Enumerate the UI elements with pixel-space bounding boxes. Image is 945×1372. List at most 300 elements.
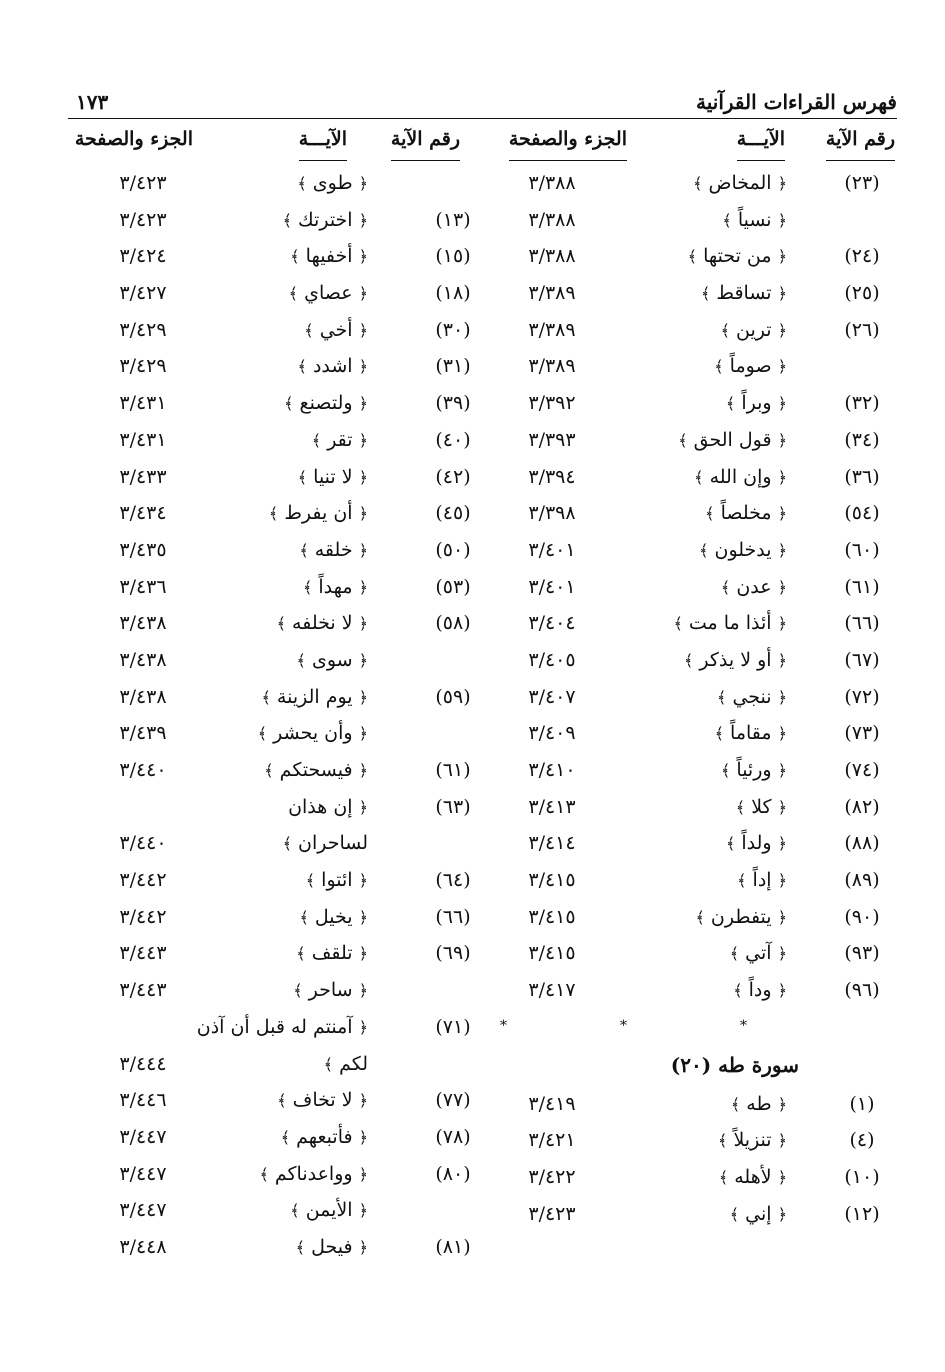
index-row xyxy=(457,241,897,278)
verse-text xyxy=(714,355,787,377)
verse-text xyxy=(726,832,787,854)
verse-text xyxy=(299,539,368,561)
volume-page-ref: ٣/٣٨٨ xyxy=(528,208,576,231)
index-row xyxy=(68,1159,488,1196)
index-row xyxy=(457,278,897,315)
volume-page-ref: ٣/٣٩٣ xyxy=(528,428,576,451)
volume-page-ref: ٣/٤٢٧ xyxy=(119,282,167,305)
verse-number: (٦٦) xyxy=(844,612,880,635)
ornament-close: ﴾ xyxy=(737,871,747,891)
verse-text xyxy=(258,722,368,744)
index-row xyxy=(68,1122,488,1159)
index-row xyxy=(68,315,488,352)
running-title: فهرس القراءات القرآنية xyxy=(696,90,897,114)
ornament-close: ﴾ xyxy=(288,284,299,304)
verse-word: تنزيلاً xyxy=(733,1129,772,1152)
verse-word: نسياً xyxy=(737,208,772,231)
volume-page-ref: ٣/٤٠٩ xyxy=(528,722,576,745)
index-row xyxy=(457,315,897,352)
ornament-open: ﴿ xyxy=(358,1164,368,1184)
index-row xyxy=(68,205,488,242)
verse-word: إني xyxy=(745,1202,772,1225)
volume-page-ref: ٣/٤٢٢ xyxy=(528,1165,576,1188)
verse-word: يتفطرن xyxy=(710,905,772,928)
ornament-open: ﴿ xyxy=(777,797,787,817)
ornament-open: ﴿ xyxy=(777,540,787,560)
volume-page-ref: ٣/٤١٤ xyxy=(528,832,576,855)
verse-text xyxy=(290,1199,368,1221)
volume-page-ref: ٣/٤٣١ xyxy=(119,392,167,415)
ornament-open: ﴿ xyxy=(358,540,368,560)
ornament-close: ﴾ xyxy=(701,284,711,304)
verse-text xyxy=(261,686,368,708)
ornament-close: ﴾ xyxy=(296,650,306,670)
ornament-open: ﴿ xyxy=(777,834,787,854)
volume-page-ref: ٣/٣٩٤ xyxy=(528,465,576,488)
verse-word: يوم الزينة xyxy=(276,685,353,708)
verse-text xyxy=(705,502,787,524)
index-row xyxy=(457,1089,897,1126)
verse-number: (٦١) xyxy=(844,575,880,598)
verse-text xyxy=(673,612,787,634)
verse-word: مقاماً xyxy=(730,722,772,745)
verse-word: ساحر xyxy=(308,979,353,1002)
verse-number: (٨١) xyxy=(435,1235,471,1258)
volume-page-ref: ٣/٤٣٨ xyxy=(119,648,167,671)
verse-text xyxy=(688,245,787,267)
index-row xyxy=(457,608,897,645)
ornament-open: ﴿ xyxy=(777,284,787,304)
verse-word: لكم xyxy=(339,1052,368,1075)
verse-word: ترين xyxy=(736,318,772,341)
verse-word: عصاي xyxy=(304,282,353,305)
ornament-open: ﴿ xyxy=(358,944,368,964)
verse-text xyxy=(299,906,368,928)
verse-number: (٩٦) xyxy=(844,979,880,1002)
ornament-close: ﴾ xyxy=(268,504,279,524)
index-row xyxy=(68,1049,488,1086)
ornament-close: ﴾ xyxy=(304,320,314,340)
verse-text xyxy=(297,649,368,671)
volume-page-ref: ٣/٣٩٨ xyxy=(528,502,576,525)
verse-text xyxy=(296,942,368,964)
ornament-open: ﴿ xyxy=(358,1127,368,1147)
volume-page-ref: ٣/٤٢٣ xyxy=(528,1202,576,1225)
ornament-open: ﴿ xyxy=(358,320,368,340)
volume-page-ref: ٣/٤٤٢ xyxy=(119,869,167,892)
verse-text xyxy=(701,282,787,304)
ornament-open: ﴿ xyxy=(358,761,368,780)
verse-number: (٣٤) xyxy=(844,428,880,451)
ornament-open: ﴿ xyxy=(777,467,787,487)
verse-word: ننجي xyxy=(732,685,772,708)
header-verse-number-left: رقم الآية xyxy=(391,128,460,161)
verse-number: (٥٩) xyxy=(435,685,471,708)
verse-word: وإن الله xyxy=(709,465,772,488)
ornament-close: ﴾ xyxy=(297,467,308,487)
ornament-open: ﴿ xyxy=(777,210,787,230)
separator-star: * xyxy=(740,1017,747,1034)
verse-text xyxy=(281,1126,368,1148)
volume-page-ref: ٣/٤٤٨ xyxy=(119,1235,167,1258)
ornament-open: ﴿ xyxy=(358,394,368,414)
volume-page-ref: ٣/٤٤٦ xyxy=(119,1089,167,1112)
verse-text xyxy=(324,1053,368,1075)
ornament-open: ﴿ xyxy=(777,1094,787,1114)
volume-page-ref: ٣/٣٨٨ xyxy=(528,245,576,268)
verse-number: (٨٨) xyxy=(844,832,880,855)
volume-page-ref: ٣/٤١٩ xyxy=(528,1092,576,1115)
ornament-close: ﴾ xyxy=(297,174,307,193)
ornament-close: ﴾ xyxy=(695,907,705,927)
verse-text xyxy=(721,319,787,341)
verse-text xyxy=(730,1203,787,1225)
ornament-open: ﴿ xyxy=(777,430,787,450)
ornament-close: ﴾ xyxy=(720,320,730,340)
ornament-open: ﴿ xyxy=(358,210,368,230)
verse-word: أن يفرط xyxy=(284,502,353,525)
index-row xyxy=(68,608,488,645)
ornament-open: ﴿ xyxy=(777,687,787,707)
ornament-open: ﴿ xyxy=(358,1201,368,1221)
ornament-close: ﴾ xyxy=(683,650,694,670)
verse-number: (٧٨) xyxy=(435,1125,471,1148)
verse-word: يدخلون xyxy=(714,538,772,561)
verse-text xyxy=(733,979,787,1001)
ornament-close: ﴾ xyxy=(295,1237,306,1257)
verse-text xyxy=(303,576,368,598)
verse-number: (٦٦) xyxy=(435,905,471,928)
verse-word: فيسحتكم xyxy=(279,759,353,781)
ornament-close: ﴾ xyxy=(687,247,698,267)
volume-page-ref: ٣/٣٨٩ xyxy=(528,282,576,305)
volume-page-ref: ٣/٤١٣ xyxy=(528,795,576,818)
volume-page-ref: ٣/٤٣٣ xyxy=(119,465,167,488)
verse-text xyxy=(259,1163,368,1185)
verse-number: (١٥) xyxy=(435,245,471,268)
verse-text xyxy=(289,282,368,304)
ornament-open: ﴿ xyxy=(777,981,787,1001)
verse-text xyxy=(721,576,787,598)
header-verse-left: الآيـــة xyxy=(299,128,347,161)
ornament-open: ﴿ xyxy=(358,467,368,487)
ornament-close: ﴾ xyxy=(293,981,303,1001)
index-row xyxy=(68,828,488,865)
verse-number: (٨٠) xyxy=(435,1162,471,1185)
verse-word: تساقط xyxy=(716,282,772,305)
verse-text xyxy=(678,429,787,451)
ornament-close: ﴾ xyxy=(299,540,309,560)
index-row xyxy=(68,1012,488,1049)
ornament-open: ﴿ xyxy=(358,247,368,267)
running-head xyxy=(68,84,897,119)
ornament-close: ﴾ xyxy=(673,614,683,634)
ornament-open: ﴿ xyxy=(358,981,368,1001)
verse-word: الأيمن xyxy=(305,1199,353,1222)
index-row xyxy=(68,168,488,205)
ornament-open: ﴿ xyxy=(358,577,368,597)
ornament-close: ﴾ xyxy=(725,834,736,854)
ornament-close: ﴾ xyxy=(714,357,724,377)
ornament-close: ﴾ xyxy=(280,1127,291,1147)
header-verse-right: الآيـــة xyxy=(737,128,785,161)
verse-text xyxy=(715,722,787,744)
ornament-open: ﴿ xyxy=(358,1237,368,1257)
ornament-open: ﴿ xyxy=(777,1131,787,1151)
ornament-close: ﴾ xyxy=(735,797,746,817)
verse-text xyxy=(718,1129,787,1151)
header-ref-left: الجزء والصفحة xyxy=(74,128,193,150)
index-row xyxy=(457,682,897,719)
ornament-open: ﴿ xyxy=(777,761,787,780)
verse-number: (٢٤) xyxy=(844,245,880,268)
verse-number: (٦٣) xyxy=(435,795,471,818)
verse-text xyxy=(696,906,788,928)
volume-page-ref: ٣/٣٨٩ xyxy=(528,355,576,378)
verse-word: كلا xyxy=(751,795,772,818)
index-row xyxy=(457,645,897,682)
ornament-open: ﴿ xyxy=(777,1167,787,1187)
ornament-open: ﴿ xyxy=(777,907,787,927)
verse-text xyxy=(277,1089,368,1111)
volume-page-ref: ٣/٤١٥ xyxy=(528,869,576,892)
ornament-close: ﴾ xyxy=(718,1131,728,1151)
ornament-open: ﴿ xyxy=(777,614,787,634)
index-row xyxy=(457,938,897,975)
index-row xyxy=(457,205,897,242)
ornament-close: ﴾ xyxy=(725,394,736,414)
verse-word: تلقف xyxy=(311,942,353,965)
index-row xyxy=(68,278,488,315)
index-row xyxy=(68,645,488,682)
ornament-open: ﴿ xyxy=(777,650,787,670)
index-row xyxy=(68,902,488,939)
verse-number: (٧٧) xyxy=(435,1089,471,1112)
volume-page-ref: ٣/٤٣٩ xyxy=(119,722,167,745)
ornament-open: ﴿ xyxy=(358,1091,368,1111)
ornament-open: ﴿ xyxy=(358,650,368,670)
verse-number: (٩٣) xyxy=(844,942,880,965)
verse-word: صوماً xyxy=(729,355,772,378)
verse-number: (٦٠) xyxy=(844,538,880,561)
volume-page-ref: ٣/٤٠١ xyxy=(528,538,576,561)
ornament-close: ﴾ xyxy=(257,724,268,744)
ornament-open: ﴿ xyxy=(777,394,787,414)
verse-number: (٧٤) xyxy=(844,759,880,781)
verse-word: لا تنيا xyxy=(313,465,353,488)
verse-word: خلقه xyxy=(314,538,353,561)
ornament-close: ﴾ xyxy=(284,394,294,414)
ornament-close: ﴾ xyxy=(722,210,732,230)
index-row xyxy=(457,1125,897,1162)
surah-heading-row xyxy=(457,1049,897,1089)
volume-page-ref: ٣/٤١٧ xyxy=(528,979,576,1002)
ornament-open: ﴿ xyxy=(358,871,368,891)
volume-page-ref: ٣/٤٣٦ xyxy=(119,575,167,598)
ornament-open: ﴿ xyxy=(358,284,368,304)
ornament-close: ﴾ xyxy=(720,761,731,780)
verse-word: عدن xyxy=(736,575,772,598)
verse-text xyxy=(721,759,787,781)
verse-word: فيحل xyxy=(311,1235,353,1258)
index-row xyxy=(457,865,897,902)
verse-word: اشدد xyxy=(312,355,353,378)
ornament-close: ﴾ xyxy=(717,687,727,707)
verse-word: أخفيها xyxy=(305,245,353,268)
verse-word: لساحران xyxy=(298,832,368,855)
verse-word: لأهله xyxy=(734,1165,772,1188)
verse-number: (٢٦) xyxy=(844,318,880,341)
index-row xyxy=(68,975,488,1012)
ornament-close: ﴾ xyxy=(733,981,743,1001)
verse-text xyxy=(699,539,787,561)
ornament-open: ﴿ xyxy=(358,430,368,450)
verse-text xyxy=(288,796,368,818)
verse-word: لا نخلفه xyxy=(292,612,353,635)
verse-text xyxy=(719,1166,787,1188)
right-index-column xyxy=(457,168,897,1235)
verse-text xyxy=(694,466,787,488)
verse-number: (٧٣) xyxy=(844,722,880,745)
ornament-close: ﴾ xyxy=(302,577,313,597)
verse-text xyxy=(731,1093,787,1115)
volume-page-ref: ٣/٤٤٧ xyxy=(119,1199,167,1222)
verse-number: (٣٠) xyxy=(435,318,471,341)
volume-page-ref: ٣/٤٤٧ xyxy=(119,1162,167,1185)
verse-word: ائتوا xyxy=(321,869,353,892)
verse-number: (٦١) xyxy=(435,759,471,781)
verse-word: تقر xyxy=(327,428,353,451)
verse-word: وداً xyxy=(748,979,772,1002)
index-row xyxy=(68,865,488,902)
verse-word: وبراً xyxy=(741,392,772,415)
index-row xyxy=(457,718,897,755)
verse-number: (١٣) xyxy=(435,208,471,231)
index-row xyxy=(68,1195,488,1232)
verse-number: (٨٢) xyxy=(844,795,880,818)
verse-text xyxy=(293,979,368,1001)
verse-number: (٥٣) xyxy=(435,575,471,598)
ornament-close: ﴾ xyxy=(714,724,724,744)
index-row xyxy=(68,755,488,792)
verse-number: (١٨) xyxy=(435,282,471,305)
section-separator xyxy=(457,1012,897,1049)
index-row xyxy=(457,388,897,425)
index-row xyxy=(457,168,897,205)
verse-number: (٣٢) xyxy=(844,392,880,415)
verse-number: (٦٤) xyxy=(435,869,471,892)
volume-page-ref: ٣/٤٣٨ xyxy=(119,612,167,635)
index-row xyxy=(457,462,897,499)
verse-word: أئذا ما مت xyxy=(688,612,772,635)
ornament-close: ﴾ xyxy=(699,540,709,560)
verse-number: (٦٩) xyxy=(435,942,471,965)
ornament-close: ﴾ xyxy=(730,1094,741,1114)
ornament-open: ﴿ xyxy=(358,504,368,524)
verse-number: (٣١) xyxy=(435,355,471,378)
verse-word: لا تخاف xyxy=(292,1089,353,1112)
verse-text xyxy=(306,869,368,891)
verse-text xyxy=(717,686,787,708)
verse-number: (٥٠) xyxy=(435,538,471,561)
verse-text xyxy=(197,1016,368,1038)
verse-word: أخي xyxy=(319,318,353,341)
verse-number: (٧١) xyxy=(435,1015,471,1038)
volume-page-ref: ٣/٣٨٨ xyxy=(528,172,576,194)
verse-word: آتي xyxy=(745,942,772,965)
index-row xyxy=(457,572,897,609)
volume-page-ref: ٣/٤٢١ xyxy=(528,1129,576,1152)
ornament-close: ﴾ xyxy=(276,614,286,634)
volume-page-ref: ٣/٤٢٣ xyxy=(119,172,167,194)
verse-word: يخيل xyxy=(314,905,353,928)
verse-number: (٩٠) xyxy=(844,905,880,928)
volume-page-ref: ٣/٣٩٢ xyxy=(528,392,576,415)
index-row xyxy=(457,535,897,572)
verse-text xyxy=(312,429,368,451)
verse-number: (٦٧) xyxy=(844,648,880,671)
ornament-open: ﴿ xyxy=(777,577,787,597)
ornament-close: ﴾ xyxy=(290,1201,300,1221)
verse-word: قول الحق xyxy=(693,428,772,451)
index-row xyxy=(68,388,488,425)
verse-text xyxy=(264,759,368,781)
ornament-open: ﴿ xyxy=(358,174,368,193)
surah-heading: سورة طه (٢٠) xyxy=(670,1052,799,1077)
verse-word: مهداً xyxy=(318,575,353,598)
verse-word: المخاض xyxy=(708,172,772,194)
verse-word: آمنتم له قبل أن آذن xyxy=(196,1015,353,1038)
ornament-close: ﴾ xyxy=(282,834,292,854)
index-row xyxy=(68,1232,488,1269)
volume-page-ref: ٣/٤١٥ xyxy=(528,942,576,965)
verse-number: (١) xyxy=(849,1092,875,1115)
volume-page-ref: ٣/٤١٠ xyxy=(528,759,576,781)
verse-number: (٤٥) xyxy=(435,502,471,525)
left-index-column xyxy=(68,168,488,1269)
verse-word: اخترتك xyxy=(298,208,353,231)
verse-text xyxy=(284,392,368,414)
index-row xyxy=(68,241,488,278)
ornament-close: ﴾ xyxy=(694,467,704,487)
ornament-close: ﴾ xyxy=(720,577,731,597)
verse-number: (٤٠) xyxy=(435,428,471,451)
volume-page-ref: ٣/٤٠٤ xyxy=(528,612,576,635)
volume-page-ref: ٣/٤٢٩ xyxy=(119,318,167,341)
ornament-open: ﴿ xyxy=(777,247,787,267)
verse-text xyxy=(277,612,368,634)
index-row xyxy=(68,938,488,975)
verse-word: مخلصاً xyxy=(720,502,772,525)
index-row xyxy=(457,425,897,462)
verse-text xyxy=(737,869,787,891)
ornament-open: ﴿ xyxy=(777,357,787,377)
verse-word: وواعدناكم xyxy=(274,1162,353,1185)
verse-word: فأتبعهم xyxy=(296,1125,353,1148)
page-number: ١٧٣ xyxy=(76,90,109,114)
verse-number: (٧٢) xyxy=(844,685,880,708)
ornament-close: ﴾ xyxy=(296,944,306,964)
verse-number: (٢٥) xyxy=(844,282,880,305)
ornament-close: ﴾ xyxy=(299,907,309,927)
volume-page-ref: ٣/٤٢٣ xyxy=(119,208,167,231)
verse-word: ولداً xyxy=(741,832,772,855)
volume-page-ref: ٣/٤٤٣ xyxy=(119,979,167,1002)
ornament-open: ﴿ xyxy=(777,1204,787,1224)
verse-text xyxy=(269,502,368,524)
index-row xyxy=(457,792,897,829)
ornament-open: ﴿ xyxy=(358,907,368,927)
